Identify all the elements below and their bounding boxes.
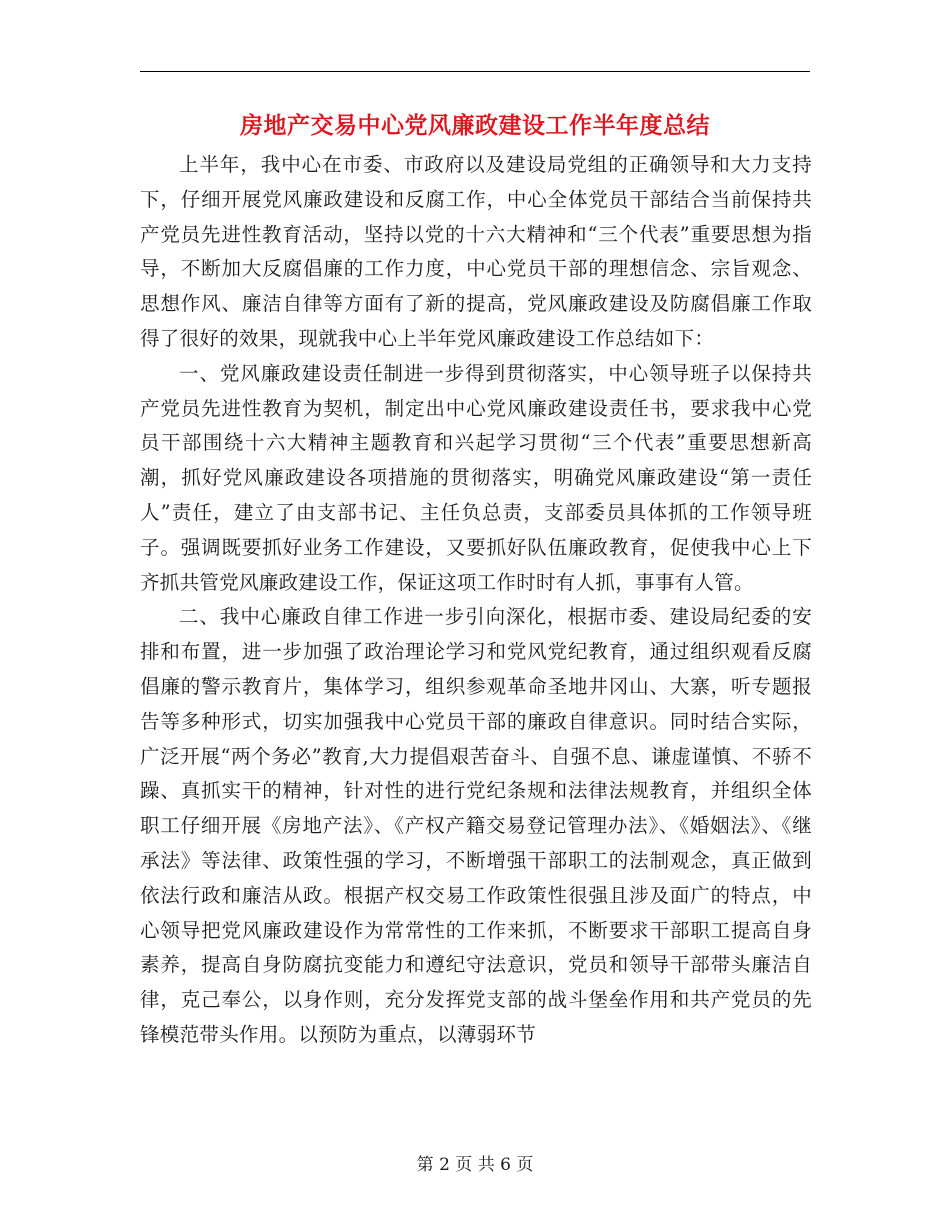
paragraph-section-2: 二、我中心廉政自律工作进一步引向深化，根据市委、建设局纪委的安排和布置，进一步加强了政治理论学习和党风党纪教育，通过组织观看反腐倡廉的警示教育片，集体学习，组织参观革命圣地井冈山、大寨，听专题报告等多种形式，切实加强我中心党员干部的廉政自律意识。同时结合实际，广泛开展“两个务必”教育,大力提倡艰苦奋斗、自强不息、谦虚谨慎、不骄不躁、真抓实干的精神，针对性的进行党纪条规和法律法规教育，并组织全体职工仔细开展《房地产法》、《产权产籍交易登记管理办法》、《婚姻法》、《继承法》等法律、政策性强的学习，不断增强干部职工的法制观念，真正做到依法行政和廉洁从政。根据产权交易工作政策性很强且涉及面广的特点，中心领导把党风廉政建设作为常常性的工作来抓，不断要求干部职工提高自身素养，提高自身防腐抗变能力和遵纪守法意识，党员和领导干部带头廉洁自律，克己奉公，以身作则，充分发挥党支部的战斗堡垒作用和共产党员的先锋模范带头作用。以预防为重点，以薄弱环节 [140, 605, 812, 1046]
header-rule [140, 71, 810, 72]
paragraph-section-1: 一、党风廉政建设责任制进一步得到贯彻落实，中心领导班子以保持共产党员先进性教育为契机，制定出中心党风廉政建设责任书，要求我中心党员干部围绕十六大精神主题教育和兴起学习贯彻“三个代表”重要思想新高潮，抓好党风廉政建设各项措施的贯彻落实，明确党风廉政建设“第一责任人”责任，建立了由支部书记、主任负总责，支部委员具体抓的工作领导班子。强调既要抓好业务工作建设，又要抓好队伍廉政教育，促使我中心上下齐抓共管党风廉政建设工作，保证这项工作时时有人抓，事事有人管。 [140, 361, 812, 594]
page-number-footer: 第 2 页 共 6 页 [416, 1155, 534, 1175]
document-title: 房地产交易中心党风廉政建设工作半年度总结 [240, 112, 710, 139]
paragraph-intro: 上半年，我中心在市委、市政府以及建设局党组的正确领导和大力支持下，仔细开展党风廉政建设和反腐工作，中心全体党员干部结合当前保持共产党员先进性教育活动，坚持以党的十六大精神和“三个代表”重要思想为指导，不断加大反腐倡廉的工作力度，中心党员干部的理想信念、宗旨观念、思想作风、廉洁自律等方面有了新的提高，党风廉政建设及防腐倡廉工作取得了很好的效果，现就我中心上半年党风廉政建设工作总结如下： [140, 153, 812, 350]
document-body [140, 148, 812, 1053]
